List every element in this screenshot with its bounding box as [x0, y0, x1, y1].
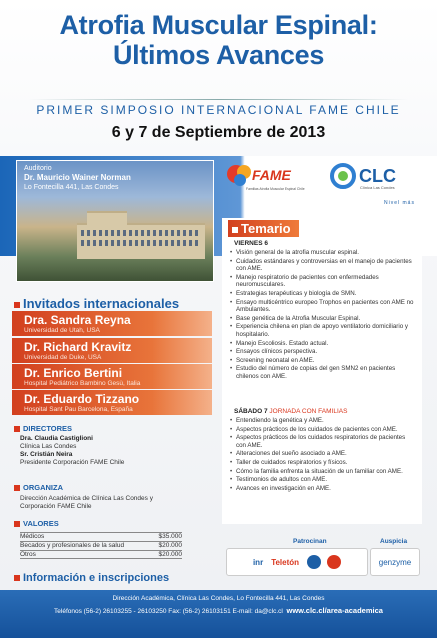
program-item: • Cuidados estándares y controversias en el manejo de pacientes con AME. — [230, 258, 414, 273]
organizer-logos — [224, 160, 424, 212]
inr-logo: inr — [252, 557, 264, 567]
patrocinan-label: Patrocinan — [293, 538, 327, 545]
director-org: Clínica Las Condes — [20, 443, 77, 450]
event-subtitle: PRIMER SIMPOSIO INTERNACIONAL FAME CHILE — [36, 103, 401, 117]
building-tower — [87, 211, 127, 227]
genzyme-logo: genzyme — [370, 548, 420, 576]
organiza-line: Corporación FAME Chile — [20, 503, 92, 510]
program-item: • Aspectos prácticos de los cuidados de pacientes con AME. — [230, 426, 414, 434]
bullet-icon — [14, 485, 20, 491]
directors-list — [20, 435, 124, 467]
guest-name: Dr. Richard Kravitz — [24, 340, 132, 354]
program-list-friday — [230, 249, 414, 382]
program-item: • Avances en investigación en AME. — [230, 485, 414, 493]
directors-heading: DIRECTORES — [14, 424, 72, 433]
price-row: Otros $20.000 — [20, 551, 182, 558]
program-item: • Base genética de la Atrofia Muscular Espinal. — [230, 315, 414, 323]
bullet-icon — [14, 521, 20, 527]
footer-website-link[interactable]: www.clc.cl/area-academica — [286, 606, 383, 615]
footer-bar — [0, 590, 437, 638]
poster-title — [0, 10, 437, 70]
guests-heading: Invitados internacionales — [14, 296, 179, 311]
director-name: Dra. Claudia Castiglioni — [20, 435, 93, 442]
price-row: Médicos $35.000 — [20, 533, 182, 540]
program-item: • Estudio del número de copias del gen SMN2 en pacientes chilenos con AME. — [230, 365, 414, 380]
program-item: • Screening neonatal en AME. — [230, 357, 414, 365]
guest-card — [12, 390, 212, 415]
guest-card — [12, 338, 212, 363]
director-org: Presidente Corporación FAME Chile — [20, 459, 125, 466]
guest-affiliation: Universidad de Utah, USA — [24, 327, 100, 334]
guest-affiliation: Hospital Sant Pau Barcelona, España — [24, 406, 133, 413]
fame-logo — [224, 160, 314, 196]
day-heading-friday: VIERNES 6 — [234, 240, 268, 247]
day-heading-saturday: SÁBADO 7 JORNADA CON FAMILIAS — [234, 408, 348, 415]
footer-contact: Teléfonos (56-2) 26103255 - 26103250 Fax: (56-2) 26103151 E-mail: da@clc.cl www.clc.cl/area-academica — [54, 606, 383, 615]
title-separator — [28, 99, 409, 100]
program-list-saturday — [230, 417, 414, 493]
teleton-logo: Teletón — [271, 557, 300, 567]
venue-label: Auditorio — [24, 165, 52, 172]
program-item: • Experiencia chilena en plan de apoyo ventilatorio domiciliario y hospitalario. — [230, 323, 414, 338]
bullet-icon — [232, 227, 238, 233]
svg-text:FAME: FAME — [252, 167, 291, 183]
building-windows — [81, 230, 201, 236]
program-item: • Ensayo multicéntrico europeo Trophos en pacientes con AME no Ambulantes. — [230, 299, 414, 314]
title-line-1: Atrofia Muscular Espinal: — [59, 10, 378, 40]
organiza-line: Dirección Académica de Clínica Las Condes y — [20, 495, 153, 502]
program-item: • Cómo la familia enfrenta la situación de un familiar con AME. — [230, 468, 414, 476]
program-item: • Taller de cuidados respiratorios y físicos. — [230, 459, 414, 467]
building-windows — [81, 240, 201, 246]
event-date: 6 y 7 de Septiembre de 2013 — [111, 124, 326, 141]
venue-caption — [24, 164, 131, 192]
footer-address: Dirección Académica, Clínica Las Condes, Lo Fontecilla 441, Las Condes — [112, 595, 325, 602]
title-line-2: Últimos Avances — [112, 40, 325, 70]
guest-name: Dr. Eduardo Tizzano — [24, 392, 140, 406]
program-item: • Aspectos prácticos de los cuidados respiratorios de pacientes con AME. — [230, 434, 414, 449]
venue-name: Dr. Mauricio Wainer Norman — [24, 173, 131, 182]
venue-address: Lo Fontecilla 441, Las Condes — [24, 184, 119, 191]
program-item: • Visión general de la atrofia muscular espinal. — [230, 249, 414, 257]
organiza-text — [20, 495, 153, 511]
svg-text:Familias Atrofia Muscular Espi: Familias Atrofia Muscular Espinal Chile — [246, 187, 305, 191]
guest-name: Dra. Sandra Reyna — [24, 313, 131, 327]
price-row: Becados y profesionales de la salud $20.000 — [20, 542, 182, 549]
valores-heading: VALORES — [14, 519, 59, 528]
society-seal-icon — [327, 555, 341, 569]
guest-affiliation: Universidad de Duke, USA — [24, 354, 102, 361]
guest-card — [12, 311, 212, 336]
program-item: • Alteraciones del sueño asociado a AME. — [230, 450, 414, 458]
program-item: • Entendiendo la genética y AME. — [230, 417, 414, 425]
guest-card — [12, 364, 212, 389]
building-shape — [77, 223, 205, 259]
auspicia-label: Auspicia — [380, 538, 408, 545]
patrocinan-logos — [226, 548, 368, 576]
program-item: • Manejo Escoliosis. Estado actual. — [230, 340, 414, 348]
organiza-heading: ORGANIZA — [14, 483, 63, 492]
bullet-icon — [14, 302, 20, 308]
program-item: • Testimonios de adultos con AME. — [230, 476, 414, 484]
society-seal-icon — [307, 555, 321, 569]
bullet-icon — [14, 426, 20, 432]
program-item: • Estrategias terapéuticas y biología de SMN. — [230, 290, 414, 298]
program-item: • Ensayos clínicos perspectiva. — [230, 348, 414, 356]
director-name: Sr. Cristián Neira — [20, 451, 73, 458]
clc-slogan: Nivel más — [384, 200, 415, 206]
program-item: • Manejo respiratorio de pacientes con enfermedades neuromusculares. — [230, 274, 414, 289]
clc-logo — [329, 160, 419, 196]
svg-text:Clínica Las Condes: Clínica Las Condes — [360, 185, 395, 190]
guest-name: Dr. Enrico Bertini — [24, 366, 123, 380]
svg-text:CLC: CLC — [359, 166, 396, 186]
info-heading: Información e inscripciones — [14, 572, 169, 584]
guest-affiliation: Hospital Pediátrico Bambino Gesù, Italia — [24, 380, 141, 387]
temario-heading: Temario — [228, 220, 299, 237]
bullet-icon — [14, 575, 20, 581]
